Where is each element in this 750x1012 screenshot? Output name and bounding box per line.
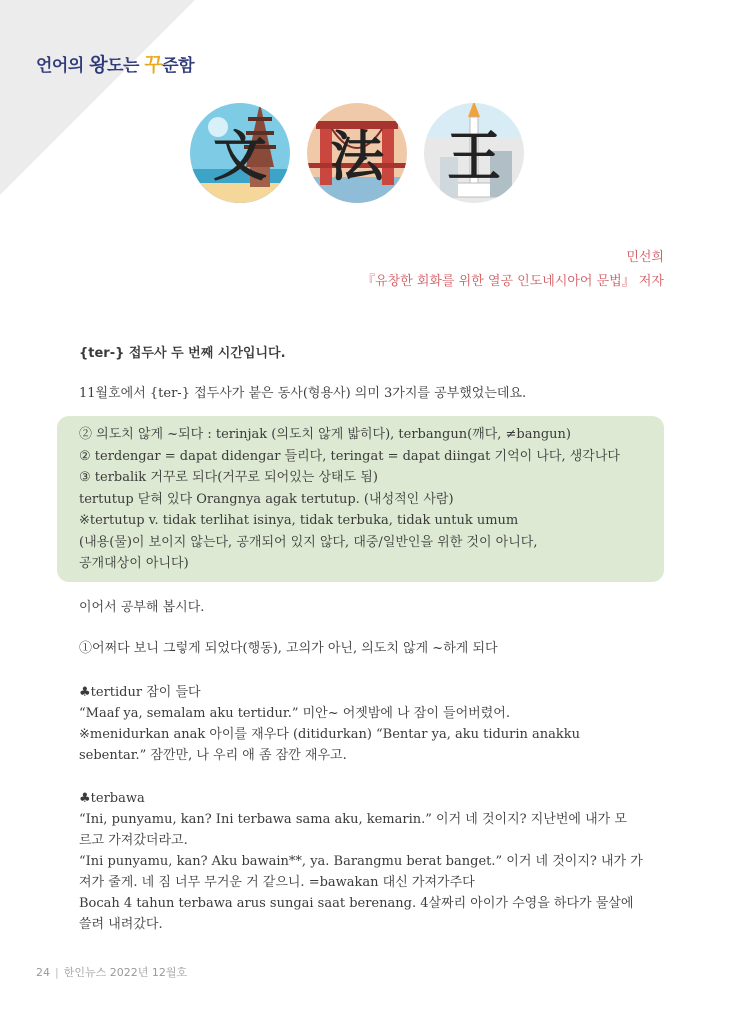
body-line: “Maaf ya, semalam aku tertidur.” 미안~ 어젯밤에 나 잠이 들어버렸어. bbox=[79, 706, 510, 721]
section-terbawa-title: ♣terbawa bbox=[79, 791, 145, 806]
box-line: tertutup 닫혀 있다 Orangnya agak tertutup. (내성적인 사람) bbox=[79, 491, 454, 507]
body-line: 져가 줄게. 네 짐 너무 무거운 거 같으니. =bawakan 대신 가져가주다 bbox=[79, 875, 475, 890]
emblem-char-1: 文 bbox=[213, 124, 267, 188]
article-heading: {ter-} 접두사 두 번째 시간입니다. bbox=[79, 346, 286, 361]
section-tertidur-body bbox=[79, 703, 679, 766]
body-line: Bocah 4 tahun terbawa arus sungai saat berenang. 4살짜리 아이가 수영을 하다가 물살에 bbox=[79, 896, 634, 911]
box-line: 공개대상이 아니다) bbox=[79, 556, 189, 571]
box-line: ② 의도치 않게 ~되다 : terinjak (의도치 않게 밟히다), terbangun(깨다, ≠bangun) bbox=[79, 427, 572, 442]
body-line: 르고 가져갔더라고. bbox=[79, 833, 188, 848]
section-tertidur-title: ♣tertidur 잠이 들다 bbox=[79, 685, 201, 700]
continue-text: 이어서 공부해 봅시다. bbox=[79, 600, 205, 615]
page-footer bbox=[36, 964, 187, 980]
column-title-emblem bbox=[190, 97, 530, 217]
box-line: ※tertutup v. tidak terlihat isinya, tidak terbuka, tidak untuk umum bbox=[79, 513, 519, 528]
footer-separator: | bbox=[55, 966, 59, 979]
body-line: ※menidurkan anak 아이를 재우다 (ditidurkan) “Bentar ya, aku tidurin anakku bbox=[79, 727, 581, 742]
body-line: “Ini punyamu, kan? Aku bawain**, ya. Barangmu berat banget.” 이거 네 것이지? 내가 가 bbox=[79, 854, 643, 869]
body-line: sebentar.” 잠깐만, 나 우리 애 좀 잠깐 재우고. bbox=[79, 748, 347, 763]
summary-box-text bbox=[79, 424, 659, 575]
author-credit bbox=[362, 246, 664, 294]
body-line: “Ini, punyamu, kan? Ini terbawa sama aku, kemarin.” 이거 네 것이지? 지난번에 내가 모 bbox=[79, 812, 627, 827]
author-name: 민선희 bbox=[626, 250, 664, 265]
page-number: 24 bbox=[36, 966, 50, 979]
publication-name: 한인뉴스 2022년 12월호 bbox=[63, 966, 188, 979]
box-line: (내용(물)이 보이지 않는다, 공개되어 있지 않다, 대중/일반인을 위한 것이 아니다, bbox=[79, 534, 538, 550]
corner-decoration bbox=[0, 0, 195, 195]
body-line: 쓸려 내려갔다. bbox=[79, 917, 163, 932]
emblem-char-3: 王 bbox=[447, 124, 501, 188]
magazine-column-logo: 언어의 왕도는 꾸준함 bbox=[36, 54, 195, 76]
article-intro: 11월호에서 {ter-} 접두사가 붙은 동사(형용사) 의미 3가지를 공부했었는데요. bbox=[79, 386, 527, 401]
emblem-char-2: 法 bbox=[330, 124, 384, 188]
section-terbawa-body bbox=[79, 809, 679, 935]
author-book: 『유창한 회화를 위한 열공 인도네시아어 문법』 저자 bbox=[362, 274, 664, 289]
box-line: ③ terbalik 거꾸로 되다(거꾸로 되어있는 상태도 됨) bbox=[79, 470, 378, 485]
point-1: ①어쩌다 보니 그렇게 되었다(행동), 고의가 아닌, 의도치 않게 ~하게 되다 bbox=[79, 641, 498, 656]
box-line: ② terdengar = dapat didengar 들리다, teringat = dapat diingat 기억이 나다, 생각나다 bbox=[79, 448, 620, 464]
